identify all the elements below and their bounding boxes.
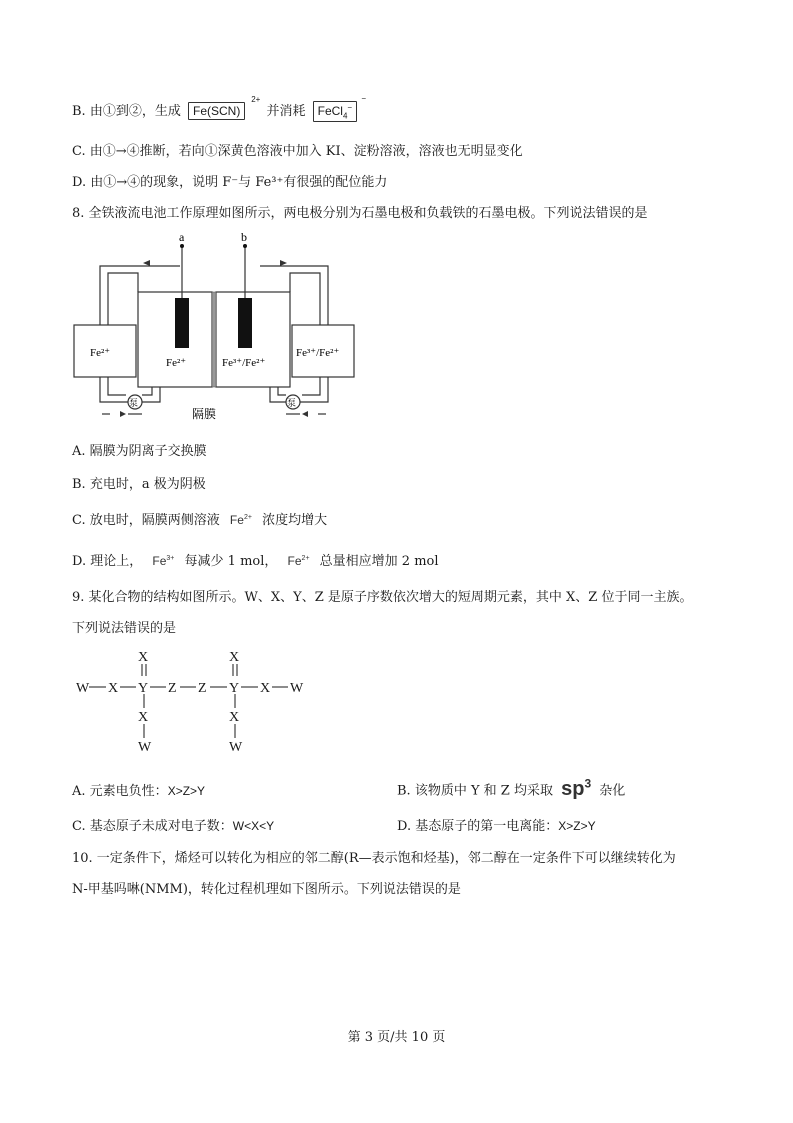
pump-right-label: 泵 [287,398,297,408]
svg-text:X: X [108,681,119,696]
q9-option-d: D. 基态原子的第一电离能：X>Z>Y [397,819,596,834]
option-letter: B. [72,104,86,119]
svg-text:W: W [290,681,304,696]
electrode-a [175,298,189,348]
ion-fe2: $Fe^{2+}$ [287,554,310,568]
right-chamber-label: Fe³⁺/Fe²⁺ [222,357,266,369]
svg-text:W: W [229,740,243,755]
q7-option-b [72,94,367,122]
q9-stem-1: 9. 某化合物的结构如图所示。W、X、Y、Z 是原子序数依次增大的短周期元素，其中 X、Z 位于同一主族。 [72,590,693,605]
electrode-b [238,298,252,348]
q8-option-a: A. 隔膜为阴离子交换膜 [72,444,207,459]
q8-stem: 8. 全铁液流电池工作原理如图所示，两电极分别为石墨电极和负载铁的石墨电极。下列说法错误的是 [72,206,648,221]
svg-text:Y: Y [138,681,149,696]
q9-stem-2: 下列说法错误的是 [72,621,177,636]
complex-ion-fe-scn: Fe(SCN) 2+ [188,102,245,120]
option-text: 并消耗 [266,104,306,119]
pump-left-label: 泵 [129,398,139,408]
right-tank-label: Fe³⁺/Fe²⁺ [296,347,340,359]
q8-option-d: D. 理论上， $Fe^{3+}$ 每减少 1 mol， $Fe^{2+}$ 总量相应增加 2 mol [72,554,439,569]
q8-option-b: B. 充电时，a 极为阴极 [72,477,206,492]
label-b: b [241,230,247,244]
q10-stem-1: 10. 一定条件下，烯烃可以转化为相应的邻二醇(R—表示饱和烃基)，邻二醇在一定条件下可以继续转化为 [72,851,676,866]
ion-fe2: $Fe^{2+}$ [229,513,252,527]
q7-option-d: D. 由①→④的现象，说明 F⁻与 Fe³⁺有很强的配位能力 [72,175,388,190]
right-chamber [216,292,290,387]
option-text: 由①到②，生成 [89,104,181,119]
ion-fe3: $Fe^{3+}$ [152,554,175,568]
membrane-label: 隔膜 [192,407,217,421]
option-text: 由①→④推断，若向①深黄色溶液中加入 KI、淀粉溶液，溶液也无明显变化 [89,144,523,159]
complex-ion-fecl4: FeCl$_4$− − [313,101,357,122]
membrane [212,292,216,387]
svg-text:Z: Z [168,681,177,696]
structure-diagram [72,645,312,755]
svg-text:Y: Y [229,681,240,696]
q10-stem-2: N-甲基吗啉(NMM)，转化过程机理如下图所示。下列说法错误的是 [72,882,461,897]
left-chamber-label: Fe²⁺ [166,357,187,369]
svg-text:X: X [229,710,240,725]
q9-option-b: B. 该物质中 Y 和 Z 均采取 $sp^3$ 杂化 [397,776,626,800]
svg-text:Z: Z [198,681,207,696]
page-footer: 第 3 页/共 10 页 [347,1030,446,1045]
svg-text:X: X [229,650,240,665]
flow-battery-diagram [70,230,370,425]
left-tank-label: Fe²⁺ [90,347,111,359]
hybridization-sp3: $sp^3$ [561,776,592,800]
label-a: a [179,230,185,244]
q8-option-c: C. 放电时，隔膜两侧溶液 $Fe^{2+}$ 浓度均增大 [72,513,328,528]
q7-option-c: C. 由①→④推断，若向①深黄色溶液中加入 KI、淀粉溶液，溶液也无明显变化 [72,144,523,159]
q9-option-c: C. 基态原子未成对电子数：W<X<Y [72,819,275,834]
svg-text:W: W [76,681,90,696]
svg-text:W: W [138,740,152,755]
q9-option-a: A. 元素电负性：X>Z>Y [72,784,206,799]
svg-text:X: X [138,710,149,725]
svg-text:X: X [138,650,149,665]
option-text: 由①→④的现象，说明 F⁻与 Fe³⁺有很强的配位能力 [90,175,388,190]
svg-text:X: X [260,681,271,696]
